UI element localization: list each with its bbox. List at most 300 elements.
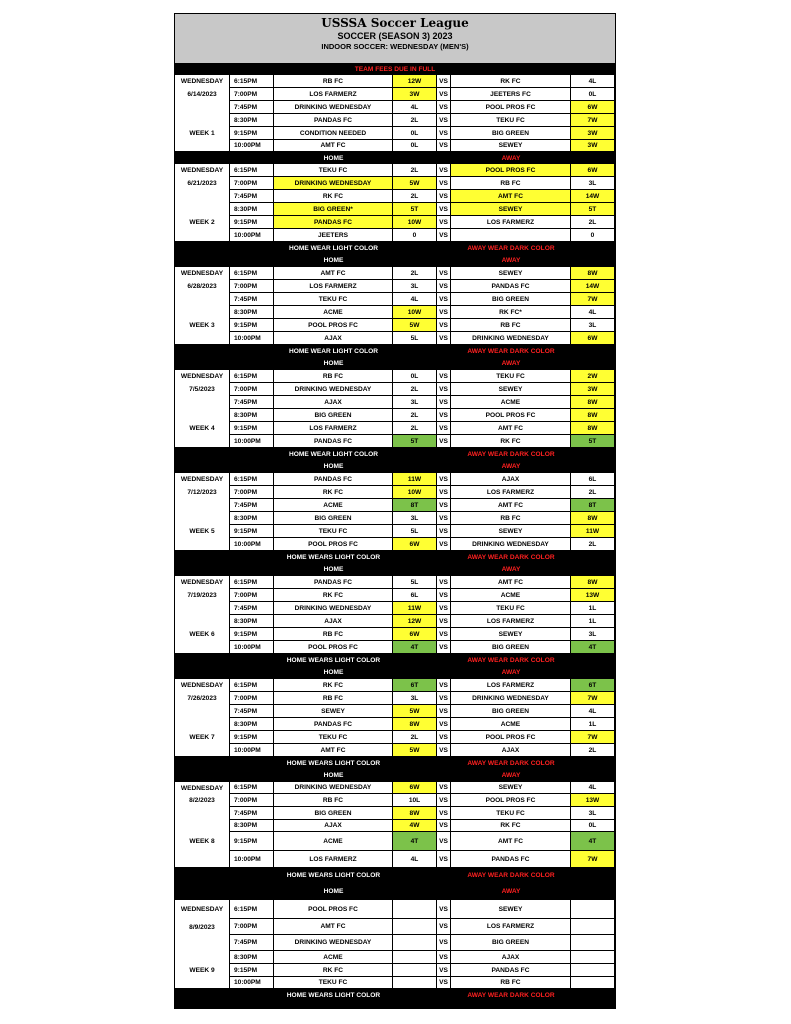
away-score: 0 — [571, 229, 615, 242]
vs-label: VS — [437, 127, 451, 140]
home-away-header — [175, 254, 615, 267]
game-time: 7:45PM — [230, 807, 274, 820]
week-label: WEEK 9 — [175, 964, 230, 977]
game-time: 8:30PM — [230, 820, 274, 832]
away-team: RK FC — [451, 435, 571, 448]
vs-label: VS — [437, 370, 451, 383]
home-team: PANDAS FC — [274, 473, 393, 486]
home-team: LOS FARMERZ — [274, 851, 393, 868]
table-row — [175, 114, 615, 127]
footer-band — [175, 1001, 615, 1009]
away-team: RB FC — [451, 177, 571, 190]
home-team: RB FC — [274, 628, 393, 641]
table-row — [175, 977, 615, 989]
away-team: AMT FC — [451, 499, 571, 512]
week-label: WEEK 5 — [175, 525, 230, 538]
away-team: BIG GREEN — [451, 705, 571, 718]
uniform-note-row — [175, 551, 615, 563]
away-team: LOS FARMERZ — [451, 486, 571, 499]
day-cell — [175, 229, 230, 242]
table-row — [175, 127, 615, 140]
away-team — [451, 229, 571, 242]
day-cell — [175, 332, 230, 345]
away-label: AWAY — [501, 888, 521, 895]
game-time: 9:15PM — [230, 628, 274, 641]
away-team: POOL PROS FC — [451, 164, 571, 177]
home-team: PANDAS FC — [274, 718, 393, 731]
vs-label: VS — [437, 486, 451, 499]
away-score: 6L — [571, 473, 615, 486]
vs-label: VS — [437, 692, 451, 705]
home-team: JEETERS — [274, 229, 393, 242]
table-row — [175, 499, 615, 512]
home-team: TEKU FC — [274, 731, 393, 744]
home-score: 5L — [393, 576, 437, 589]
day-cell — [175, 512, 230, 525]
away-score — [571, 977, 615, 989]
away-team: POOL PROS FC — [451, 101, 571, 114]
away-team: RB FC — [451, 512, 571, 525]
game-time: 9:15PM — [230, 525, 274, 538]
vs-label: VS — [437, 615, 451, 628]
vs-label: VS — [437, 820, 451, 832]
home-team: POOL PROS FC — [274, 641, 393, 654]
table-row — [175, 782, 615, 794]
game-time: 7:00PM — [230, 486, 274, 499]
table-row — [175, 306, 615, 319]
table-row — [175, 832, 615, 851]
home-team: RK FC — [274, 190, 393, 203]
home-team: BIG GREEN — [274, 512, 393, 525]
away-score: 0L — [571, 820, 615, 832]
table-row — [175, 692, 615, 705]
home-score: 4L — [393, 101, 437, 114]
away-score: 3L — [571, 177, 615, 190]
home-label: HOME — [323, 772, 344, 779]
game-time: 6:15PM — [230, 75, 274, 88]
home-team: AJAX — [274, 820, 393, 832]
game-time: 6:15PM — [230, 900, 274, 919]
home-score: 4T — [393, 641, 437, 654]
uniform-note-row — [175, 242, 615, 254]
away-score: 4L — [571, 705, 615, 718]
away-score: 3W — [571, 127, 615, 140]
game-time: 8:30PM — [230, 951, 274, 964]
league-header — [175, 14, 615, 64]
home-score: 0L — [393, 370, 437, 383]
away-wear-note: AWAY WEAR DARK COLOR — [467, 759, 555, 767]
away-team: POOL PROS FC — [451, 731, 571, 744]
away-score: 2W — [571, 370, 615, 383]
game-time: 6:15PM — [230, 370, 274, 383]
home-team: DRINKING WEDNESDAY — [274, 602, 393, 615]
home-score: 0L — [393, 127, 437, 140]
home-score: 5W — [393, 319, 437, 332]
home-score: 2L — [393, 164, 437, 177]
home-score: 10W — [393, 216, 437, 229]
home-team: POOL PROS FC — [274, 538, 393, 551]
weekday-label: WEDNESDAY — [175, 679, 230, 692]
home-team: PANDAS FC — [274, 435, 393, 448]
away-team: LOS FARMERZ — [451, 216, 571, 229]
table-row — [175, 964, 615, 977]
away-team: BIG GREEN — [451, 641, 571, 654]
game-time: 6:15PM — [230, 267, 274, 280]
away-score: 14W — [571, 190, 615, 203]
vs-label: VS — [437, 807, 451, 820]
table-row — [175, 293, 615, 306]
away-label: AWAY — [501, 154, 521, 162]
vs-label: VS — [437, 164, 451, 177]
vs-label: VS — [437, 589, 451, 602]
home-team: ACME — [274, 951, 393, 964]
week-label: WEEK 1 — [175, 127, 230, 140]
away-team: SEWEY — [451, 782, 571, 794]
week-date: 7/5/2023 — [175, 383, 230, 396]
vs-label: VS — [437, 267, 451, 280]
home-team: SEWEY — [274, 705, 393, 718]
home-team: POOL PROS FC — [274, 900, 393, 919]
vs-label: VS — [437, 383, 451, 396]
table-row — [175, 88, 615, 101]
away-team: LOS FARMERZ — [451, 679, 571, 692]
away-label: AWAY — [501, 772, 521, 779]
weekday-label: WEDNESDAY — [175, 267, 230, 280]
home-team: RB FC — [274, 692, 393, 705]
away-label: AWAY — [501, 566, 521, 573]
home-away-header — [175, 152, 615, 164]
home-team: CONDITION NEEDED — [274, 127, 393, 140]
home-team: AMT FC — [274, 919, 393, 935]
day-cell — [175, 306, 230, 319]
uniform-note-row — [175, 989, 615, 1001]
home-team: DRINKING WEDNESDAY — [274, 935, 393, 951]
away-label: AWAY — [501, 669, 521, 676]
game-time: 6:15PM — [230, 473, 274, 486]
home-team: LOS FARMERZ — [274, 422, 393, 435]
table-row — [175, 383, 615, 396]
game-time: 7:45PM — [230, 293, 274, 306]
game-time: 10:00PM — [230, 332, 274, 345]
away-team: AJAX — [451, 951, 571, 964]
away-wear-note: AWAY WEAR DARK COLOR — [467, 450, 555, 458]
home-away-header — [175, 769, 615, 782]
away-team: ACME — [451, 718, 571, 731]
table-row — [175, 525, 615, 538]
week-date: 7/26/2023 — [175, 692, 230, 705]
home-score: 12W — [393, 75, 437, 88]
home-score: 5W — [393, 177, 437, 190]
home-team: RK FC — [274, 589, 393, 602]
home-score: 0L — [393, 140, 437, 152]
home-team: AJAX — [274, 615, 393, 628]
game-time: 7:45PM — [230, 101, 274, 114]
home-score: 12W — [393, 615, 437, 628]
game-time: 8:30PM — [230, 114, 274, 127]
vs-label: VS — [437, 396, 451, 409]
home-team: RB FC — [274, 370, 393, 383]
home-score: 4L — [393, 851, 437, 868]
day-cell — [175, 744, 230, 757]
vs-label: VS — [437, 216, 451, 229]
home-team: BIG GREEN — [274, 409, 393, 422]
vs-label: VS — [437, 319, 451, 332]
schedule-table — [175, 63, 615, 1009]
table-row — [175, 615, 615, 628]
table-row — [175, 820, 615, 832]
vs-label: VS — [437, 229, 451, 242]
game-time: 10:00PM — [230, 744, 274, 757]
away-score: 4L — [571, 306, 615, 319]
away-team: AMT FC — [451, 422, 571, 435]
away-team: AJAX — [451, 744, 571, 757]
uniform-note-row — [175, 345, 615, 357]
home-away-header — [175, 883, 615, 900]
uniform-note-row — [175, 654, 615, 666]
away-score: 7W — [571, 293, 615, 306]
table-row — [175, 75, 615, 88]
home-team: TEKU FC — [274, 164, 393, 177]
home-score: 5W — [393, 744, 437, 757]
home-team: BIG GREEN — [274, 807, 393, 820]
home-wear-note: HOME WEARS LIGHT COLOR — [286, 656, 381, 664]
away-score — [571, 900, 615, 919]
home-label: HOME — [323, 669, 344, 676]
away-score: 11W — [571, 525, 615, 538]
away-team: LOS FARMERZ — [451, 615, 571, 628]
vs-label: VS — [437, 731, 451, 744]
game-time: 9:15PM — [230, 127, 274, 140]
away-score — [571, 951, 615, 964]
game-time: 7:45PM — [230, 935, 274, 951]
home-score: 10W — [393, 306, 437, 319]
day-cell — [175, 615, 230, 628]
away-wear-note: AWAY WEAR DARK COLOR — [467, 656, 555, 664]
day-cell — [175, 435, 230, 448]
table-row — [175, 512, 615, 525]
vs-label: VS — [437, 422, 451, 435]
game-time: 7:00PM — [230, 589, 274, 602]
vs-label: VS — [437, 794, 451, 807]
game-time: 10:00PM — [230, 435, 274, 448]
home-team: AMT FC — [274, 140, 393, 152]
home-score: 8W — [393, 718, 437, 731]
table-row — [175, 177, 615, 190]
table-row — [175, 744, 615, 757]
away-score: 2L — [571, 486, 615, 499]
home-team: ACME — [274, 306, 393, 319]
table-row — [175, 807, 615, 820]
uniform-note-row — [175, 757, 615, 769]
game-time: 7:00PM — [230, 919, 274, 935]
home-team: AMT FC — [274, 744, 393, 757]
vs-label: VS — [437, 576, 451, 589]
day-cell — [175, 602, 230, 615]
vs-label: VS — [437, 473, 451, 486]
table-row — [175, 851, 615, 868]
game-time: 7:00PM — [230, 794, 274, 807]
away-team: AMT FC — [451, 832, 571, 851]
away-team: TEKU FC — [451, 370, 571, 383]
game-time: 8:30PM — [230, 409, 274, 422]
game-time: 9:15PM — [230, 964, 274, 977]
game-time: 7:45PM — [230, 499, 274, 512]
home-score: 5L — [393, 525, 437, 538]
home-team: DRINKING WEDNESDAY — [274, 383, 393, 396]
game-time: 7:45PM — [230, 190, 274, 203]
home-team: AMT FC — [274, 267, 393, 280]
game-time: 8:30PM — [230, 718, 274, 731]
game-time: 6:15PM — [230, 164, 274, 177]
day-cell — [175, 718, 230, 731]
vs-label: VS — [437, 832, 451, 851]
home-score: 10L — [393, 794, 437, 807]
home-score: 5L — [393, 332, 437, 345]
day-cell — [175, 705, 230, 718]
game-time: 9:15PM — [230, 422, 274, 435]
home-score: 4T — [393, 832, 437, 851]
home-score — [393, 900, 437, 919]
home-away-header — [175, 357, 615, 370]
table-row — [175, 229, 615, 242]
away-score: 3W — [571, 140, 615, 152]
away-score: 5T — [571, 435, 615, 448]
away-score: 6T — [571, 679, 615, 692]
week-label: WEEK 6 — [175, 628, 230, 641]
home-team: RK FC — [274, 486, 393, 499]
away-score: 8W — [571, 576, 615, 589]
table-row — [175, 731, 615, 744]
week-label: WEEK 4 — [175, 422, 230, 435]
week-date: 8/9/2023 — [175, 919, 230, 935]
vs-label: VS — [437, 114, 451, 127]
away-label: AWAY — [501, 360, 521, 367]
away-score: 3L — [571, 319, 615, 332]
home-wear-note: HOME WEAR LIGHT COLOR — [288, 347, 378, 355]
week-label: WEEK 2 — [175, 216, 230, 229]
away-score: 7W — [571, 731, 615, 744]
away-team: DRINKING WEDNESDAY — [451, 332, 571, 345]
away-team: JEETERS FC — [451, 88, 571, 101]
away-wear-note: AWAY WEAR DARK COLOR — [467, 872, 555, 879]
vs-label: VS — [437, 679, 451, 692]
away-team: RK FC — [451, 820, 571, 832]
day-cell — [175, 807, 230, 820]
away-team: ACME — [451, 589, 571, 602]
home-score: 2L — [393, 114, 437, 127]
fees-banner-text: TEAM FEES DUE IN FULL — [354, 65, 436, 73]
away-score: 14W — [571, 280, 615, 293]
day-cell — [175, 409, 230, 422]
away-team: SEWEY — [451, 267, 571, 280]
season-title: SOCCER (SEASON 3) 2023 — [337, 31, 453, 41]
table-row — [175, 435, 615, 448]
table-row — [175, 718, 615, 731]
home-team: LOS FARMERZ — [274, 88, 393, 101]
vs-label: VS — [437, 88, 451, 101]
away-team: BIG GREEN — [451, 935, 571, 951]
week-date: 6/14/2023 — [175, 88, 230, 101]
away-team: PANDAS FC — [451, 280, 571, 293]
home-score: 2L — [393, 409, 437, 422]
away-score: 2L — [571, 538, 615, 551]
home-team: BIG GREEN* — [274, 203, 393, 216]
table-row — [175, 140, 615, 152]
away-team: SEWEY — [451, 525, 571, 538]
home-wear-note: HOME WEAR LIGHT COLOR — [288, 244, 378, 252]
table-row — [175, 370, 615, 383]
game-time: 10:00PM — [230, 140, 274, 152]
vs-label: VS — [437, 951, 451, 964]
home-score: 2L — [393, 267, 437, 280]
vs-label: VS — [437, 525, 451, 538]
away-team: SEWEY — [451, 203, 571, 216]
home-team: DRINKING WEDNESDAY — [274, 782, 393, 794]
away-team: BIG GREEN — [451, 293, 571, 306]
away-score: 6W — [571, 101, 615, 114]
home-score: 6W — [393, 538, 437, 551]
away-wear-note: AWAY WEAR DARK COLOR — [467, 347, 555, 355]
home-score: 6L — [393, 589, 437, 602]
home-score — [393, 919, 437, 935]
home-label: HOME — [323, 257, 344, 264]
away-team: PANDAS FC — [451, 964, 571, 977]
game-time: 7:00PM — [230, 383, 274, 396]
home-team: RK FC — [274, 964, 393, 977]
table-row — [175, 705, 615, 718]
away-team: TEKU FC — [451, 807, 571, 820]
vs-label: VS — [437, 641, 451, 654]
away-score: 0L — [571, 88, 615, 101]
table-row — [175, 794, 615, 807]
day-cell — [175, 935, 230, 951]
away-score: 1L — [571, 718, 615, 731]
home-team: LOS FARMERZ — [274, 280, 393, 293]
away-score: 3L — [571, 628, 615, 641]
home-team: AJAX — [274, 332, 393, 345]
day-cell — [175, 851, 230, 868]
away-team: TEKU FC — [451, 114, 571, 127]
weekday-label: WEDNESDAY — [175, 900, 230, 919]
away-score: 8T — [571, 499, 615, 512]
vs-label: VS — [437, 705, 451, 718]
vs-label: VS — [437, 935, 451, 951]
week-date: 7/12/2023 — [175, 486, 230, 499]
home-score: 5T — [393, 435, 437, 448]
weekday-label: WEDNESDAY — [175, 782, 230, 794]
table-row — [175, 267, 615, 280]
away-team: DRINKING WEDNESDAY — [451, 692, 571, 705]
home-label: HOME — [323, 566, 344, 573]
home-label: HOME — [323, 888, 344, 895]
home-team: RK FC — [274, 679, 393, 692]
table-row — [175, 280, 615, 293]
day-cell — [175, 951, 230, 964]
home-away-header — [175, 460, 615, 473]
home-score: 3W — [393, 88, 437, 101]
table-row — [175, 473, 615, 486]
vs-label: VS — [437, 602, 451, 615]
home-score: 3L — [393, 396, 437, 409]
home-score: 6T — [393, 679, 437, 692]
uniform-note-row — [175, 448, 615, 460]
away-score: 1L — [571, 602, 615, 615]
table-row — [175, 319, 615, 332]
table-row — [175, 396, 615, 409]
home-team: TEKU FC — [274, 977, 393, 989]
away-score: 8W — [571, 512, 615, 525]
away-team: RK FC — [451, 75, 571, 88]
